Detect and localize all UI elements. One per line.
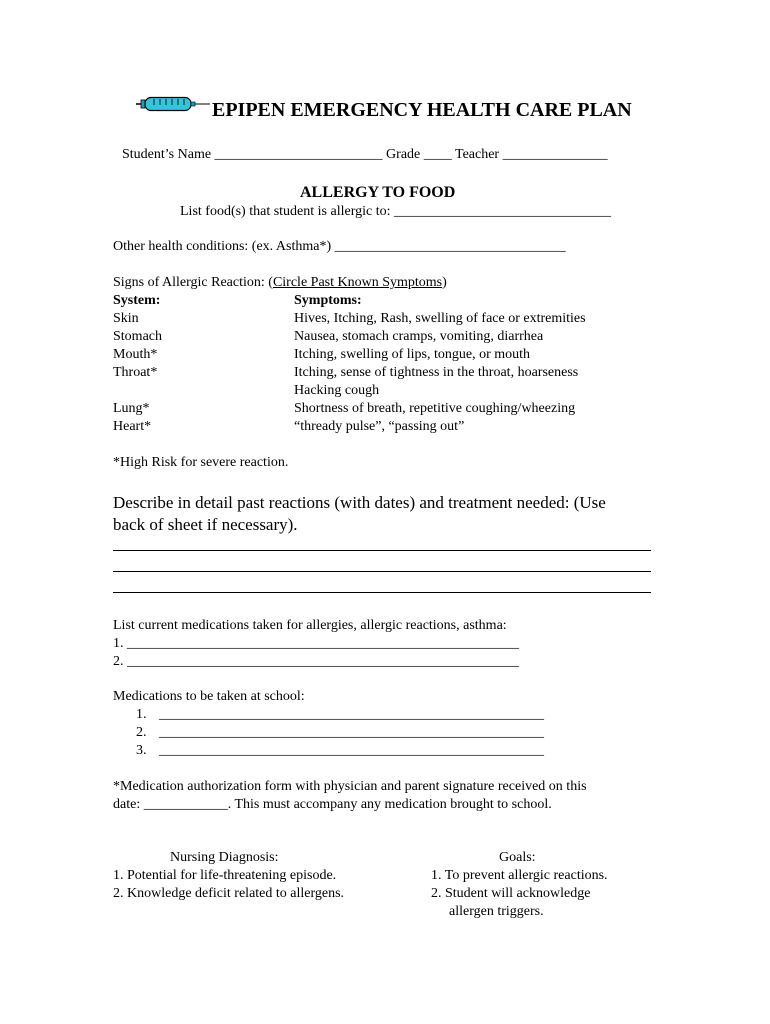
describe-rule-2[interactable]: [113, 571, 651, 572]
system-header: System:: [113, 293, 161, 308]
food-allergy-line: List food(s) that student is allergic to: _______________________________: [180, 204, 611, 219]
signs-label: [113, 274, 447, 292]
current-med-2[interactable]: 2. ________________________________________________________: [113, 654, 519, 669]
system-mouth: Mouth*: [113, 347, 158, 362]
nursing-item-1: 1. Potential for life-threatening episode.: [113, 868, 337, 883]
school-med-number-3: 3.: [136, 743, 147, 758]
symptoms-stomach: Nausea, stomach cramps, vomiting, diarrhea: [294, 329, 544, 344]
high-risk-note: *High Risk for severe reaction.: [113, 455, 289, 470]
goals-item-1: 1. To prevent allergic reactions.: [431, 868, 608, 883]
describe-line-1: Describe in detail past reactions (with dates) and treatment needed: (Use: [113, 493, 606, 512]
symptoms-throat: Itching, sense of tightness in the throat, hoarseness: [294, 365, 579, 380]
student-info-line: Student’s Name ________________________ Grade ____ Teacher _______________: [122, 147, 608, 162]
describe-rule-3[interactable]: [113, 592, 651, 593]
authorization-line-1: *Medication authorization form with physician and parent signature received on this: [113, 779, 587, 794]
school-med-1[interactable]: _______________________________________________________: [159, 707, 544, 722]
other-conditions-line: Other health conditions: (ex. Asthma*) _________________________________: [113, 239, 566, 254]
describe-rule-1[interactable]: [113, 550, 651, 551]
symptoms-throat-cont: Hacking cough: [294, 383, 380, 398]
circle-symptoms-text: Circle Past Known Symptoms: [272, 275, 443, 290]
system-heart: Heart*: [113, 419, 152, 434]
current-med-1[interactable]: 1. ________________________________________________________: [113, 636, 519, 651]
school-med-number-1: 1.: [136, 707, 147, 722]
page-title: EPIPEN EMERGENCY HEALTH CARE PLAN: [212, 99, 632, 121]
authorization-line-2: date: ____________. This must accompany any medication brought to school.: [113, 797, 552, 812]
symptoms-mouth: Itching, swelling of lips, tongue, or mouth: [294, 347, 531, 362]
current-meds-label: List current medications taken for allergies, allergic reactions, asthma:: [113, 618, 507, 633]
nursing-item-2: 2. Knowledge deficit related to allergens.: [113, 886, 345, 901]
symptoms-heart: “thready pulse”, “passing out”: [294, 419, 465, 434]
nursing-heading: Nursing Diagnosis:: [170, 850, 279, 865]
system-lung: Lung*: [113, 401, 150, 416]
system-throat: Throat*: [113, 365, 158, 380]
describe-line-2: back of sheet if necessary).: [113, 515, 298, 534]
school-med-3[interactable]: _______________________________________________________: [159, 743, 544, 758]
allergy-heading: ALLERGY TO FOOD: [300, 184, 456, 201]
system-skin: Skin: [113, 311, 139, 326]
school-med-number-2: 2.: [136, 725, 147, 740]
goals-item-2: 2. Student will acknowledge: [431, 886, 591, 901]
symptoms-skin: Hives, Itching, Rash, swelling of face or extremities: [294, 311, 586, 326]
signs-label-close: ): [442, 275, 447, 290]
symptoms-lung: Shortness of breath, repetitive coughing/wheezing: [294, 401, 576, 416]
system-stomach: Stomach: [113, 329, 162, 344]
signs-label-text: Signs of Allergic Reaction: (: [113, 275, 273, 290]
goals-item-2-cont: allergen triggers.: [449, 904, 544, 919]
school-med-2[interactable]: _______________________________________________________: [159, 725, 544, 740]
goals-heading: Goals:: [499, 850, 536, 865]
school-meds-label: Medications to be taken at school:: [113, 689, 305, 704]
symptoms-header: Symptoms:: [294, 293, 362, 308]
syringe-icon: [136, 96, 210, 112]
